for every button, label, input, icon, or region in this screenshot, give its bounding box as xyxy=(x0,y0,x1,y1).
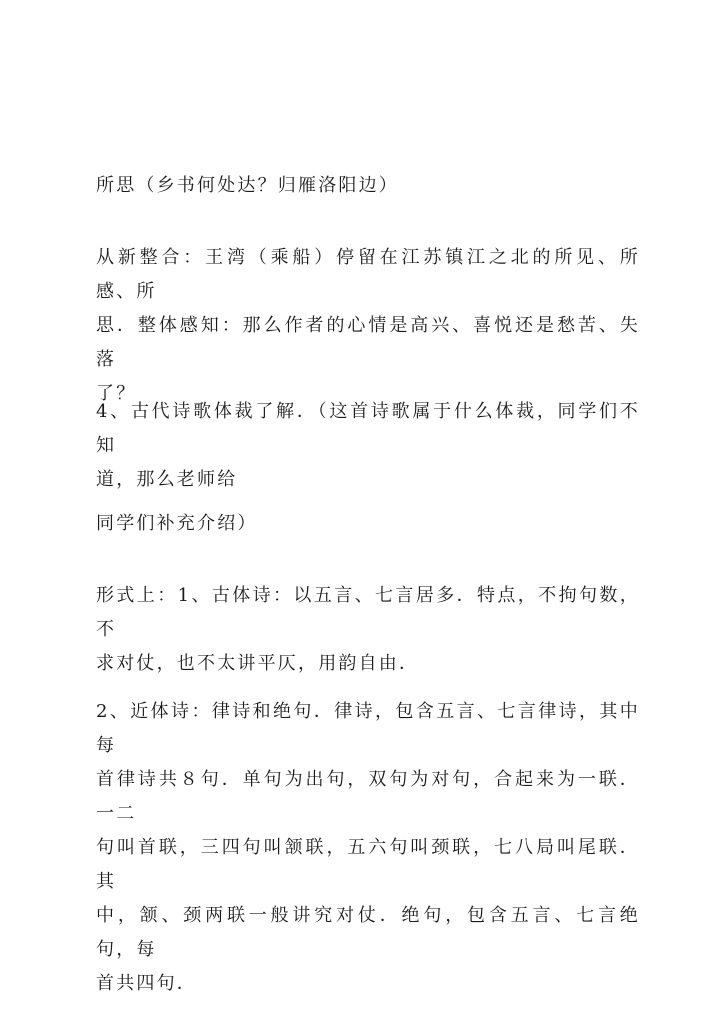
text-line: 求对仗，也不太讲平仄，用韵自由． xyxy=(96,653,420,674)
text-line: 2、近体诗：律诗和绝句．律诗，包含五言、七言律诗，其中每 xyxy=(96,701,640,756)
text-line: 道，那么老师给 xyxy=(96,469,238,490)
text-line: 所思（乡书何处达？归雁洛阳边） xyxy=(96,175,399,196)
text-line: 首共四句． xyxy=(96,973,197,994)
text-line: 句叫首联，三四句叫颔联，五六句叫颈联，七八局叫尾联．其 xyxy=(96,837,640,892)
text-line: 首律诗共８句．单句为出句，双句为对句，合起来为一联．一二 xyxy=(96,769,640,824)
text-line: 思．整体感知：那么作者的心情是高兴、喜悦还是愁苦、失落 xyxy=(96,315,640,370)
text-line: 了？ xyxy=(96,383,137,404)
paragraph-3 xyxy=(96,395,640,497)
paragraph-2 xyxy=(96,241,640,411)
paragraph-4 xyxy=(96,507,640,541)
text-line: 中，颔、颈两联一般讲究对仗．绝句，包含五言、七言绝句，每 xyxy=(96,905,640,960)
paragraph-1 xyxy=(96,169,640,203)
text-line: 4、古代诗歌体裁了解．（这首诗歌属于什么体裁，同学们不知 xyxy=(96,401,640,456)
paragraph-6 xyxy=(96,695,640,1001)
text-line: 从新整合：王湾（乘船）停留在江苏镇江之北的所见、所感、所 xyxy=(96,247,640,302)
text-line: 同学们补充介绍） xyxy=(96,513,258,534)
paragraph-5 xyxy=(96,579,640,681)
text-line: 形式上：1、古体诗：以五言、七言居多．特点，不拘句数，不 xyxy=(96,585,640,640)
